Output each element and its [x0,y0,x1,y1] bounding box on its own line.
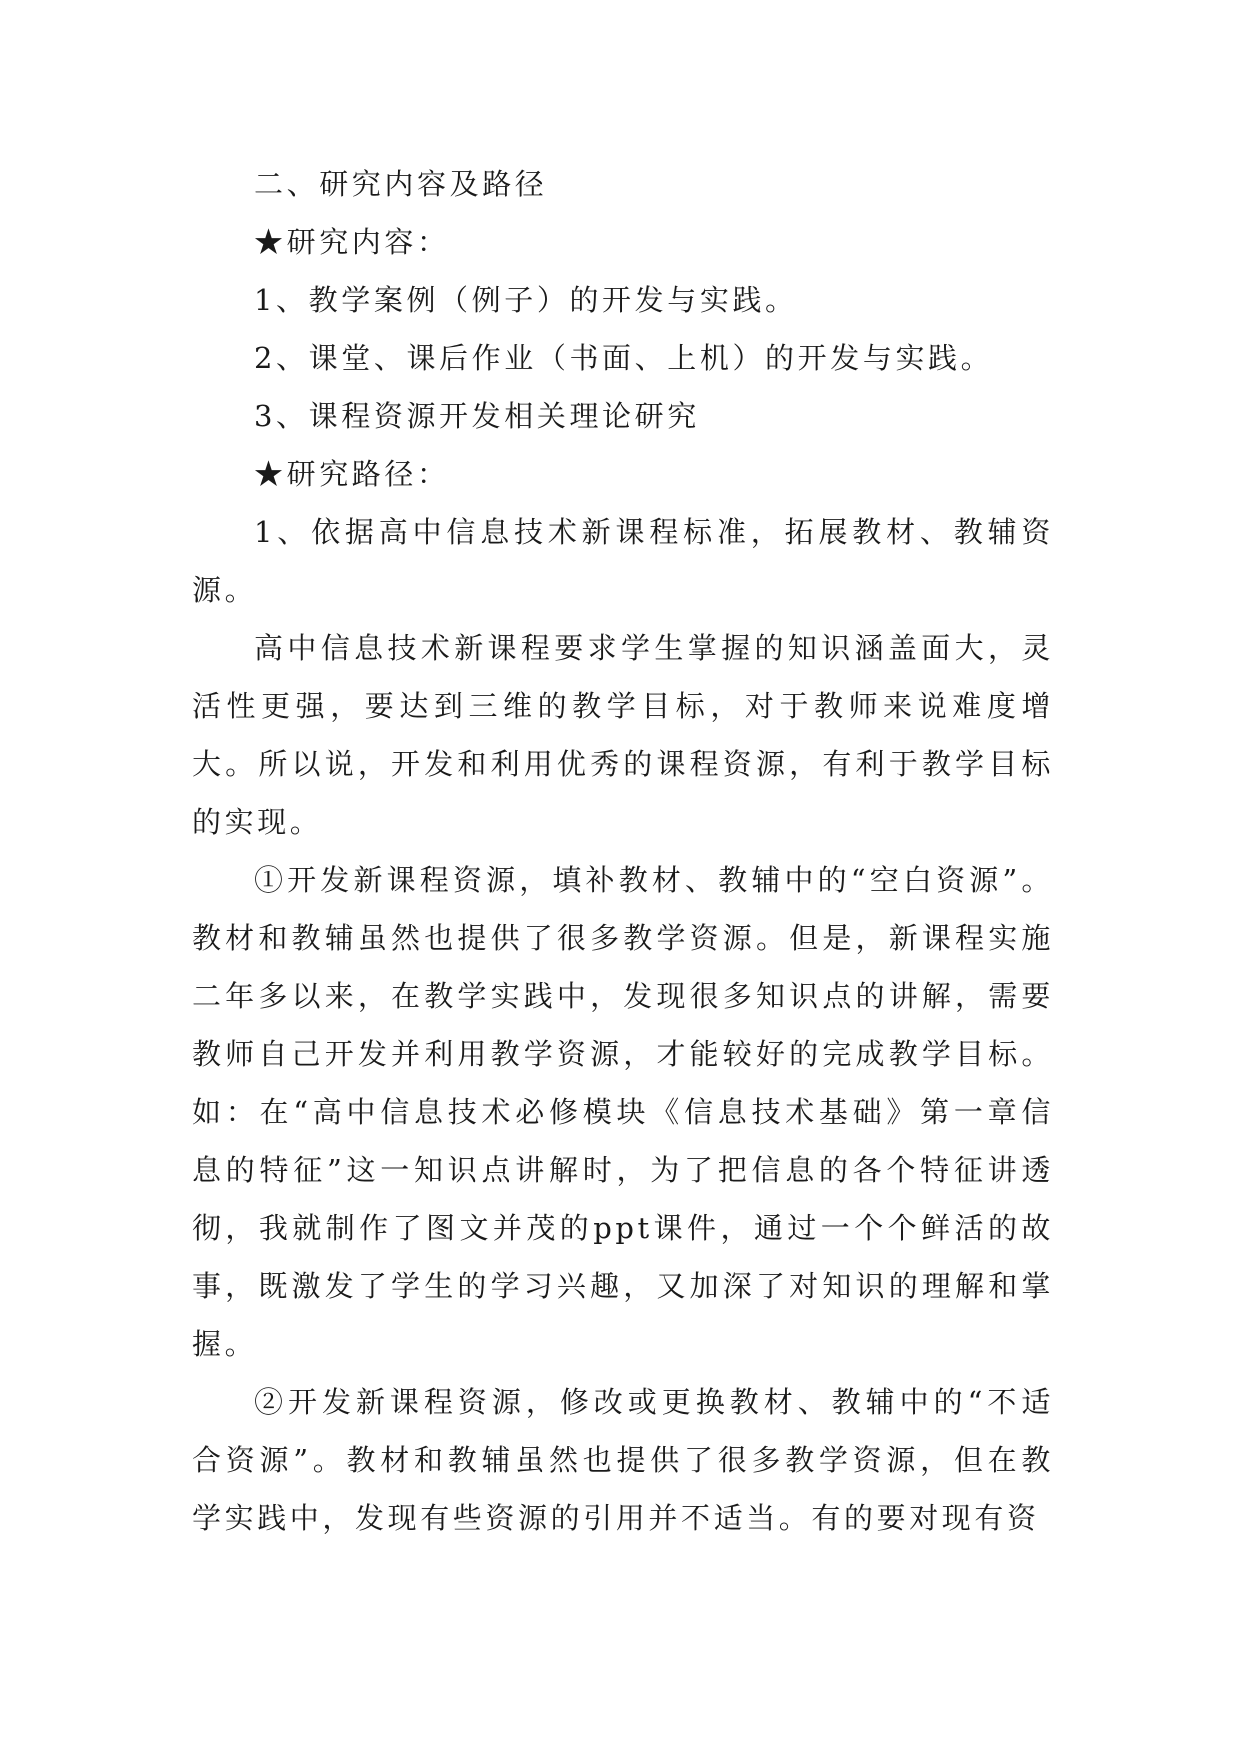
path-item-1: 1、依据高中信息技术新课程标准，拓展教材、教辅资源。 [192,515,1054,607]
content-item-3: 3、课程资源开发相关理论研究 [254,399,700,433]
content-item-1: 1、教学案例（例子）的开发与实践。 [254,283,798,317]
body-paragraph-3: ②开发新课程资源，修改或更换教材、教辅中的“不适合资源”。教材和教辅虽然也提供了很多教学资源，但在教学实践中，发现有些资源的引用并不适当。有的要对现有资 [192,1385,1054,1535]
body-paragraph-1: 高中信息技术新课程要求学生掌握的知识涵盖面大，灵活性更强，要达到三维的教学目标，对于教师来说难度增大。所以说，开发和利用优秀的课程资源，有利于教学目标的实现。 [192,631,1054,839]
path-heading: ★研究路径： [254,457,450,491]
content-item-2: 2、课堂、课后作业（书面、上机）的开发与实践。 [254,341,994,375]
content-heading: ★研究内容： [254,225,450,259]
document-body [192,155,1054,1547]
body-paragraph-2: ①开发新课程资源，填补教材、教辅中的“空白资源”。教材和教辅虽然也提供了很多教学资源。但是，新课程实施二年多以来，在教学实践中，发现很多知识点的讲解，需要教师自己开发并利用教学资源，才能较好的完成教学目标。如：在“高中信息技术必修模块《信息技术基础》第一章信息的特征”这一知识点讲解时，为了把信息的各个特征讲透彻，我就制作了图文并茂的ppt课件，通过一个个鲜活的故事，既激发了学生的学习兴趣，又加深了对知识的理解和掌握。 [192,863,1054,1361]
section-heading: 二、研究内容及路径 [254,167,548,201]
